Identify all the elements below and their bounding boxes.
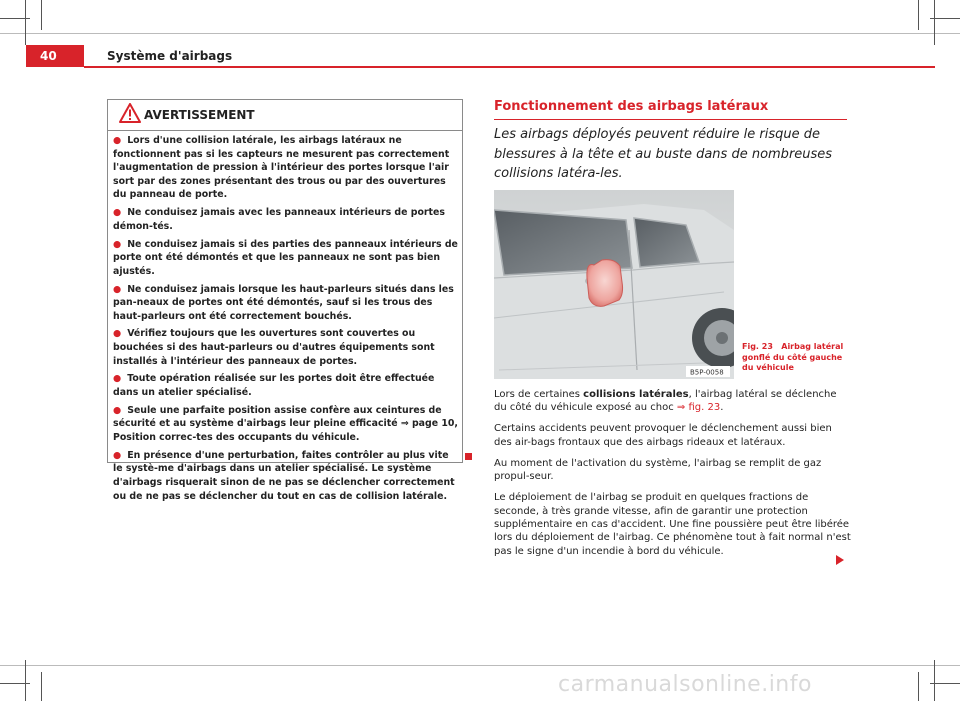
bullet-icon: ● [113, 207, 122, 219]
figure-caption [742, 342, 854, 374]
figure-code: B5P-0058 [690, 368, 724, 377]
warning-item: ● En présence d'une perturbation, faites contrôler au plus vite le systè-me d'airbags dans un atelier spécialisé. Le système d'airbags risquerait sinon de ne pas se déclencher correctement ou de ne pas se déclencher du tout en cas de collision latérale. [113, 449, 455, 502]
warning-item: ● Lors d'une collision latérale, les airbags latéraux ne fonctionnent pas si les capteurs ne mesurent pas correctement l'augmentation de pression à l'intérieur des portes lorsque l'air sort par des zones présentant des trous ou par des ouvertures du panneau de porte. [113, 135, 450, 201]
bullet-icon: ● [113, 404, 122, 416]
header-rule [84, 66, 935, 68]
bullet-icon: ● [113, 283, 122, 295]
warning-item: ● Seule une parfaite position assise confère aux ceintures de sécurité et au système d'airbags leur pleine efficacité ⇒ page 10, Position correc-tes des occupants du véhicule. [113, 404, 458, 443]
chapter-title: Système d'airbags [107, 49, 233, 63]
continue-arrow-icon [836, 555, 844, 565]
crop-mark [930, 18, 960, 19]
page-number: 40 [40, 49, 57, 63]
crop-mark [25, 660, 26, 701]
page-reference-link[interactable]: ⇒ page 10, Position correc-tes des occupants du véhicule. [113, 418, 458, 443]
figure-reference-link[interactable]: ⇒ fig. 23 [676, 402, 721, 414]
bullet-icon: ● [113, 449, 122, 461]
side-airbag-figure [494, 190, 734, 379]
warning-title: AVERTISSEMENT [144, 108, 255, 122]
bullet-icon: ● [113, 135, 122, 146]
body-text [494, 388, 852, 566]
crop-mark [0, 33, 960, 34]
paragraph: Lors de certaines collisions latérales, l'airbag latéral se déclenche du côté du véhicule exposé au choc ⇒ fig. 23. [494, 389, 837, 414]
figure-label: Fig. 23 [742, 342, 773, 351]
crop-mark [0, 665, 960, 666]
crop-mark [0, 18, 30, 19]
section-title: Fonctionnement des airbags latéraux [494, 99, 769, 114]
crop-mark [930, 683, 960, 684]
bullet-icon: ● [113, 238, 122, 250]
crop-mark [25, 0, 26, 45]
warning-item: ● Toute opération réalisée sur les portes doit être effectuée dans un atelier spécialisé. [113, 373, 435, 399]
section-rule [494, 119, 847, 120]
bullet-icon: ● [113, 373, 122, 385]
figure-caption-text: Airbag latéral gonflé du côté gauche du véhicule [742, 342, 844, 372]
crop-mark [41, 0, 42, 30]
crop-mark [918, 672, 919, 701]
crop-mark [918, 0, 919, 30]
crop-mark [41, 672, 42, 701]
warning-header [108, 100, 462, 131]
paragraph: Certains accidents peuvent provoquer le déclenchement aussi bien des air-bags frontaux que des airbags rideaux et latéraux. [494, 423, 832, 448]
end-of-section-mark [465, 453, 472, 460]
warning-triangle-icon [119, 103, 141, 123]
paragraph: Au moment de l'activation du système, l'airbag se remplit de gaz propul-seur. [494, 457, 822, 483]
warning-item: ● Ne conduisez jamais si des parties des panneaux intérieurs de porte ont été démontés et que les panneaux ne sont pas bien ajustés. [113, 238, 458, 277]
crop-mark [934, 0, 935, 45]
paragraph: Le déploiement de l'airbag se produit en quelques fractions de seconde, à très grande vitesse, afin de garantir une protection supplémentaire en cas d'accident. Une fine poussière peut être libérée lors du déploiement de l'airbag. Ce phénomène tout à fait normal n'est pas le signe d'un incendie à bord du véhicule. [494, 492, 851, 557]
warning-body [113, 134, 461, 507]
bullet-icon: ● [113, 328, 122, 340]
section-lead: Les airbags déployés peuvent réduire le risque de blessures à la tête et au buste dans de nombreuses collisions latéra-les. [494, 127, 833, 181]
warning-item: ● Vérifiez toujours que les ouvertures sont couvertes ou bouchées si des haut-parleurs ou d'autres équipements sont installés à l'intérieur des panneaux de portes. [113, 328, 435, 367]
warning-item: ● Ne conduisez jamais avec les panneaux intérieurs de portes démon-tés. [113, 207, 445, 232]
warning-box [107, 99, 463, 502]
crop-mark [934, 660, 935, 701]
crop-mark [0, 683, 30, 684]
warning-item: ● Ne conduisez jamais lorsque les haut-parleurs situés dans les pan-neaux de portes ont été démontés, sauf si les trous des haut-parleurs ont été correctement bouchés. [113, 283, 454, 322]
watermark: carmanualsonline.info [558, 672, 812, 697]
